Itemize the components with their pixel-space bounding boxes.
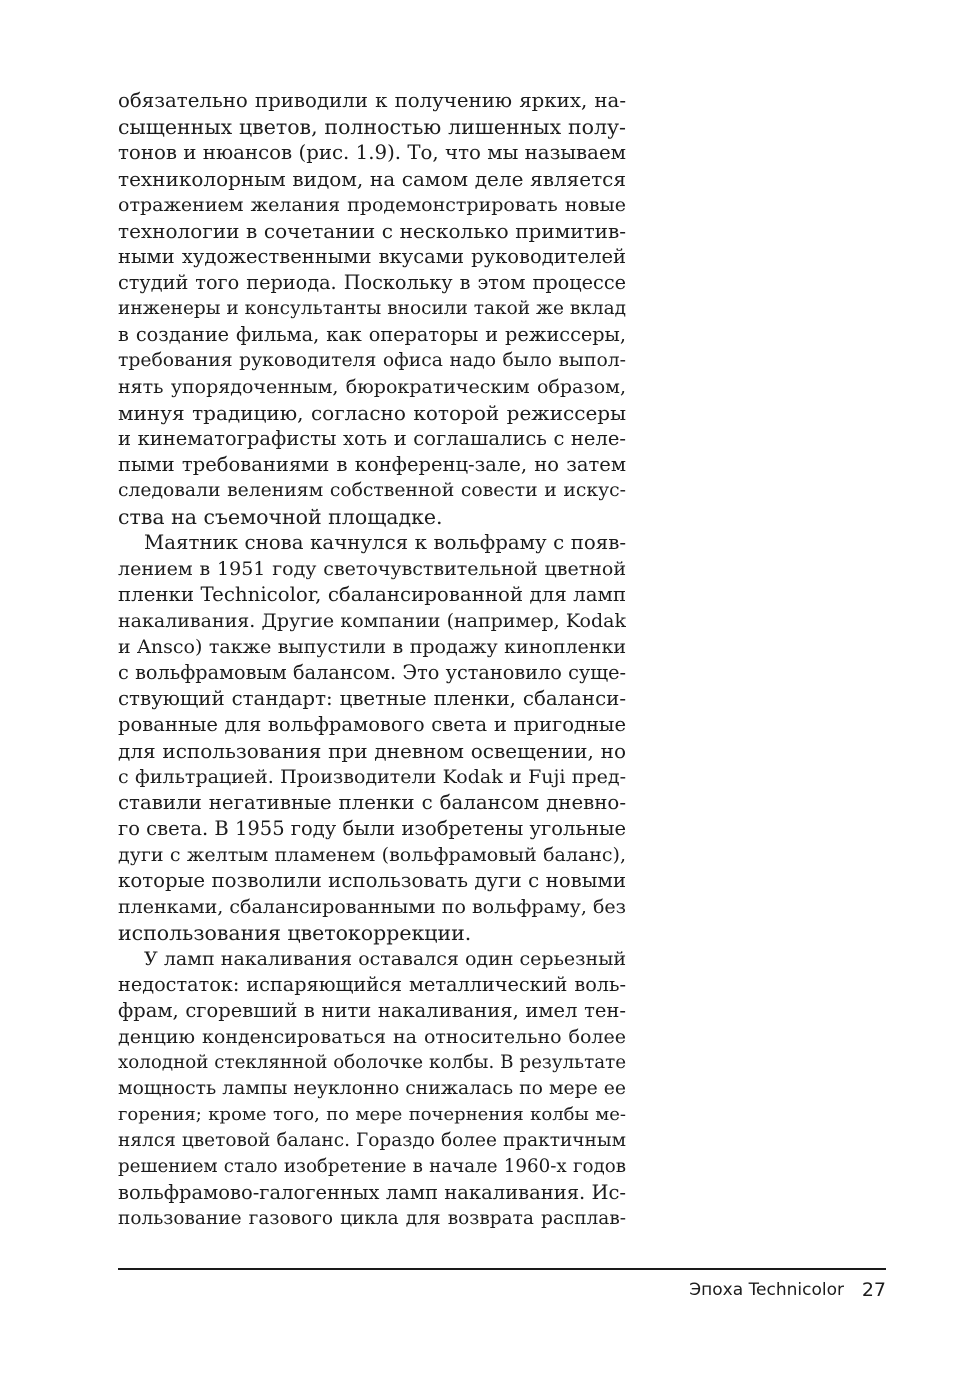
text-line: нять упорядоченным, бюрократическим образом, [118,376,626,398]
text-line: требования руководителя офиса надо было выпол- [118,350,626,371]
text-line: ствующий стандарт: цветные пленки, сбаланси- [118,687,626,710]
text-line: рованные для вольфрамового света и пригодные [118,713,626,736]
text-line: денцию конденсироваться на относительно более [118,1026,626,1048]
text-line: обязательно приводили к получению ярких, на- [118,89,626,112]
text-line: с фильтрацией. Производители Kodak и Fuji пред- [118,766,626,788]
text-line: и кинематографисты хоть и соглашались с неле- [118,427,626,450]
text-line: инженеры и консультанты вносили такой же вклад [118,298,626,319]
text-line: студий того периода. Поскольку в этом процессе [118,271,626,294]
text-line: следовали велениям собственной совести и искус- [118,480,626,501]
text-line: дуги с желтым пламенем (вольфрамовый баланс), [118,844,626,866]
text-line: го света. В 1955 году были изобретены угольные [118,817,626,840]
text-line: с вольфрамовым балансом. Это установило суще- [118,661,626,684]
footer-divider [118,1268,886,1270]
text-line: мощность лампы неуклонно снижалась по мере ее [118,1078,626,1099]
paragraph-1 [118,88,626,530]
text-line: пленки Technicolor, сбалансированной для ламп [118,583,626,606]
text-line: нялся цветовой баланс. Гораздо более практичным [118,1130,626,1151]
text-line: холодной стеклянной оболочке колбы. В результате [118,1052,626,1073]
text-line: тонов и нюансов (рис. 1.9). То, что мы называем [118,141,626,164]
text-line: накаливания. Другие компании (например, Kodak [118,610,626,632]
text-line: ставили негативные пленки с балансом дневно- [118,791,626,814]
text-line: техниколорным видом, на самом деле является [118,167,626,191]
text-line: которые позволили использовать дуги с новыми [118,869,626,892]
text-line: Маятник снова качнулся к вольфраму с появ- [144,531,626,554]
paragraph-3 [118,946,626,1232]
text-line: вольфрамово-галогенных ламп накаливания. Ис- [118,1181,626,1204]
text-line: ными художественными вкусами руководителей [118,245,626,268]
page-number: 27 [861,1279,886,1301]
text-line: недостаток: испаряющийся металлический воль- [118,973,626,996]
text-line: использования цветокоррекции. [118,921,472,945]
paragraph-2 [118,530,626,946]
text-line: фрам, сгоревший в нити накаливания, имел тен- [118,999,626,1022]
text-line: пыми требованиями в конференц-зале, но затем [118,453,626,476]
running-title: Эпоха Technicolor [689,1280,844,1300]
text-line: пленками, сбалансированными по вольфраму, без [118,896,626,918]
text-line: отражением желания продемонстрировать новые [118,194,626,216]
text-line: и Ansco) также выпустили в продажу кинопленки [118,636,626,658]
text-line: для использования при дневном освещении, но [118,739,626,763]
text-line: ства на съемочной площадке. [118,505,443,529]
body-text [118,88,626,1232]
text-line: сыщенных цветов, полностью лишенных полу- [118,115,626,139]
text-line: в создание фильма, как операторы и режиссеры, [118,323,626,346]
text-line: технологии в сочетании с несколько примитив- [118,219,626,243]
text-line: горения; кроме того, по мере почернения колбы ме- [118,1104,626,1125]
text-line: минуя традицию, согласно которой режиссеры [118,401,626,425]
text-line: пользование газового цикла для возврата расплав- [118,1208,626,1229]
text-line: лением в 1951 году светочувствительной цветной [118,558,626,580]
text-line: У ламп накаливания оставался один серьезный [144,948,626,970]
text-line: решением стало изобретение в начале 1960-х годов [118,1156,626,1177]
